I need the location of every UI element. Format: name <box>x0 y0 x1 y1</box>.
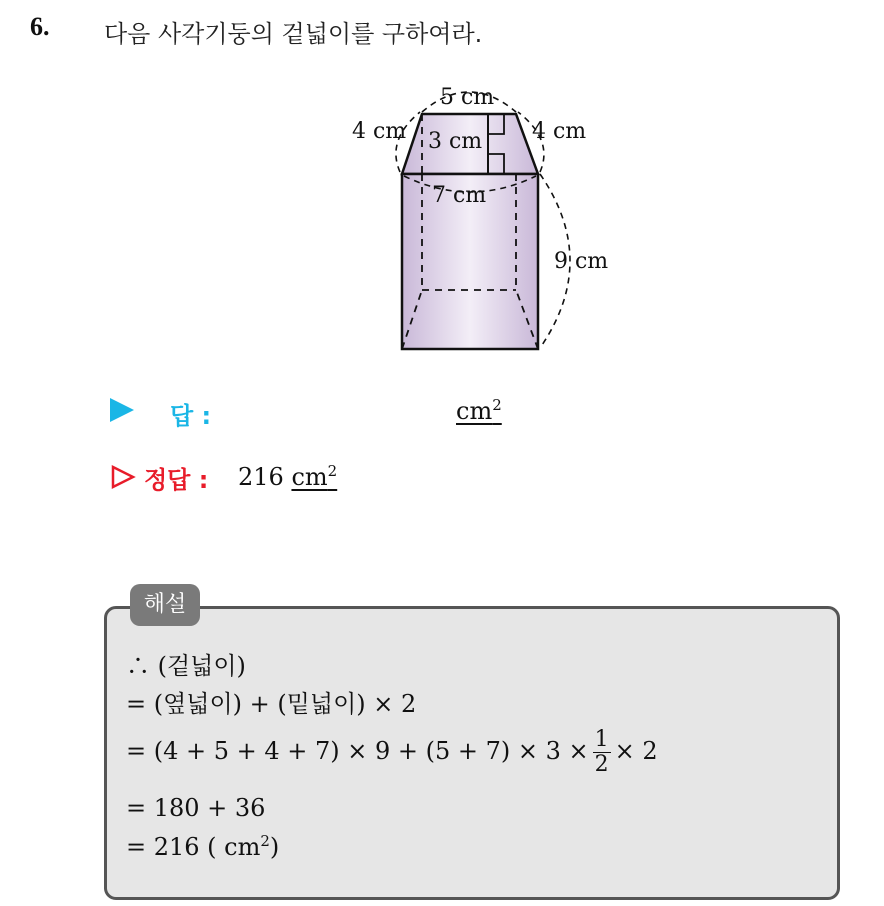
solution-line-2: = (옆넓이) + (밑넓이) × 2 <box>126 690 417 718</box>
correct-unit <box>291 463 337 491</box>
correct-unit-text: cm <box>291 463 328 491</box>
correct-row <box>110 460 470 496</box>
label-trap-height: 3 cm <box>428 129 483 154</box>
fraction-numerator: 1 <box>594 727 609 752</box>
correct-label: 정답 : <box>144 466 209 494</box>
solution-line-5-exp: 2 <box>260 832 270 850</box>
label-top: 5 cm <box>440 85 495 110</box>
solution-tag: 해설 <box>130 584 200 626</box>
question-text: 다음 사각기둥의 겉넓이를 구하여라. <box>104 20 483 48</box>
outline-arrow-icon <box>110 464 136 490</box>
answer-unit-exp: 2 <box>492 396 502 414</box>
question-number: 6. <box>30 12 50 41</box>
label-left-slant: 4 cm <box>352 119 407 144</box>
answer-row <box>110 396 530 432</box>
solution-line-5-post: ) <box>269 833 280 861</box>
correct-number: 216 <box>238 463 284 491</box>
solution-line-3-pre: = (4 + 5 + 4 + 7) × 9 + (5 + 7) × 3 × <box>126 737 589 766</box>
solution-line-3 <box>126 728 658 777</box>
solution-line-5-pre: = 216 ( cm <box>126 833 261 861</box>
fraction <box>593 728 611 777</box>
solution-line-4: = 180 + 36 <box>126 794 266 822</box>
fraction-denominator: 2 <box>594 752 609 778</box>
label-prism-height: 9 cm <box>554 249 609 274</box>
answer-unit-text: cm <box>456 397 493 425</box>
answer-label: 답 : <box>170 402 212 430</box>
correct-unit-exp: 2 <box>327 462 338 480</box>
label-bottom: 7 cm <box>432 183 487 208</box>
solution-line-1: ∴ (겉넓이) <box>126 652 246 680</box>
play-arrow-icon <box>110 398 134 422</box>
label-right-slant: 4 cm <box>532 119 587 144</box>
correct-value <box>238 462 337 491</box>
prism-figure <box>340 78 640 358</box>
solution-line-5 <box>126 832 279 861</box>
solution-line-3-post: × 2 <box>614 737 658 766</box>
answer-unit[interactable] <box>456 396 502 425</box>
